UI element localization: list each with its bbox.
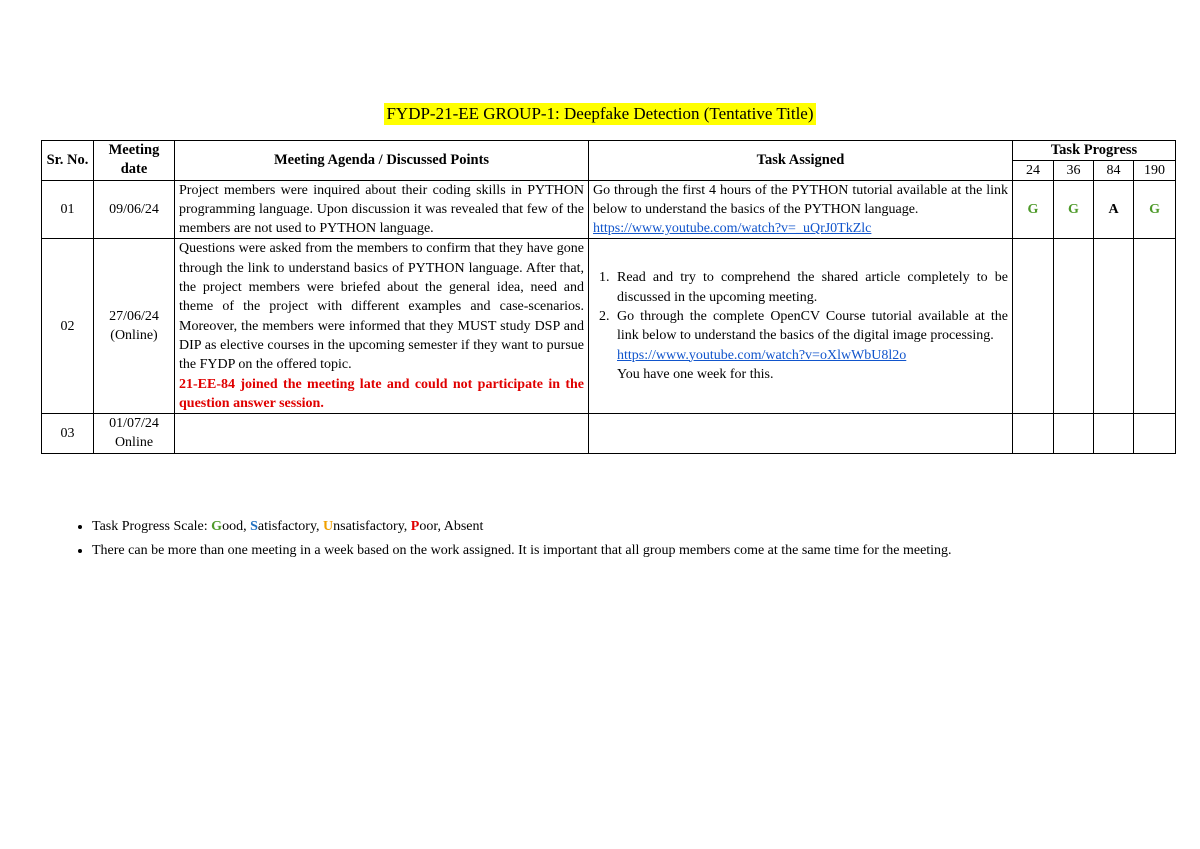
scale-rest-satisfactory: atisfactory — [257, 519, 317, 534]
scale-rest-poor: oor — [419, 519, 438, 534]
scale-letter-satisfactory: S — [250, 519, 258, 534]
grade-190 — [1134, 239, 1176, 414]
task-item — [613, 307, 1008, 384]
row-agenda: Project members were inquired about their coding skills in PYTHON programming language. Upon discussion it was revealed that few of the members are not used to PYTHON language. — [175, 180, 589, 239]
row-task — [589, 414, 1013, 454]
row-sr: 01 — [42, 180, 94, 239]
scale-letter-poor: P — [410, 519, 420, 534]
row-date-note: Online — [114, 435, 154, 451]
late-note: 21-EE-84 joined the meeting late and could not participate in the question answer session. — [179, 376, 584, 411]
title-wrap — [0, 103, 1200, 125]
row-date-cell — [94, 414, 175, 454]
header-agenda: Meeting Agenda / Discussed Points — [175, 141, 589, 181]
header-row — [42, 141, 1176, 161]
row-date: 01/07/24 — [109, 416, 159, 432]
row-agenda: Questions were asked from the members to confirm that they have gone through the link to understand basics of PYTHON language. After that, the project members were briefed about the general idea, need and theme of the project with different examples and case-scenarios. Moreover, the members were informed that they MUST study DSP and DIP as elective courses in the upcoming semester if they want to pursue the FYDP on the offered topic. — [179, 241, 584, 373]
notes-list — [66, 515, 1176, 563]
task-text: Go through the first 4 hours of the PYTHON tutorial available at the link below to understand the basics of the PYTHON language. — [593, 182, 1008, 217]
scale-letter-good: G — [211, 519, 223, 534]
document-title: FYDP-21-EE GROUP-1: Deepfake Detection (Tentative Title) — [386, 104, 814, 123]
task-link[interactable]: https://www.youtube.com/watch?v=oXlwWbU8l2o — [617, 347, 907, 363]
row-sr: 02 — [42, 239, 94, 414]
grade-36: G — [1054, 180, 1094, 239]
table-row — [42, 180, 1176, 239]
grade-24 — [1013, 239, 1054, 414]
header-meeting-date: Meeting date — [94, 141, 175, 181]
task-item: 1. Read and try to comprehend the shared article completely to be discussed in the upcoming meeting. — [613, 268, 1008, 307]
row-date: 09/06/24 — [94, 180, 175, 239]
grade-84: A — [1094, 180, 1134, 239]
grade-84 — [1094, 239, 1134, 414]
table-row — [42, 414, 1176, 454]
scale-absent: Absent — [443, 519, 484, 534]
row-task — [589, 180, 1013, 239]
scale-sep: , — [437, 519, 444, 534]
task-item-text: Go through the complete OpenCV Course tutorial available at the link below to understand the basics of the digital image processing. — [617, 309, 1008, 344]
grade-36 — [1054, 414, 1094, 454]
header-task-assigned: Task Assigned — [589, 141, 1013, 181]
grade-84 — [1094, 414, 1134, 454]
task-list — [593, 268, 1008, 384]
member-84-header: 84 — [1094, 160, 1134, 180]
row-sr: 03 — [42, 414, 94, 454]
member-190-header: 190 — [1134, 160, 1176, 180]
grade-190 — [1134, 414, 1176, 454]
scale-rest-unsatisfactory: nsatisfactory — [333, 519, 404, 534]
row-date-note: (Online) — [110, 328, 158, 344]
row-date: 27/06/24 — [109, 309, 159, 325]
member-36-header: 36 — [1054, 160, 1094, 180]
scale-sep: , — [243, 519, 251, 534]
grade-24 — [1013, 414, 1054, 454]
meeting-log-table — [41, 140, 1176, 454]
scale-sep: , — [403, 519, 411, 534]
header-task-progress: Task Progress — [1013, 141, 1176, 161]
row-task — [589, 239, 1013, 414]
task-link[interactable]: https://www.youtube.com/watch?v=_uQrJ0TkZlc — [593, 221, 872, 237]
grade-24: G — [1013, 180, 1054, 239]
scale-letter-unsatisfactory: U — [323, 519, 334, 534]
row-agenda-cell — [175, 239, 589, 414]
scale-rest-good: ood — [222, 519, 244, 534]
notes-section — [66, 515, 1176, 563]
meeting-frequency-note: • There can be more than one meeting in a week based on the work assigned. It is important that all group members come at the same time for the meeting. — [92, 539, 1176, 563]
scale-prefix: Task Progress Scale: — [92, 519, 212, 534]
table-row — [42, 239, 1176, 414]
progress-scale-note — [92, 515, 1176, 539]
grade-190: G — [1134, 180, 1176, 239]
header-sr-no: Sr. No. — [42, 141, 94, 181]
grade-36 — [1054, 239, 1094, 414]
member-24-header: 24 — [1013, 160, 1054, 180]
task-footer: You have one week for this. — [617, 366, 774, 382]
scale-sep: , — [316, 519, 324, 534]
row-agenda — [175, 414, 589, 454]
row-date-cell — [94, 239, 175, 414]
